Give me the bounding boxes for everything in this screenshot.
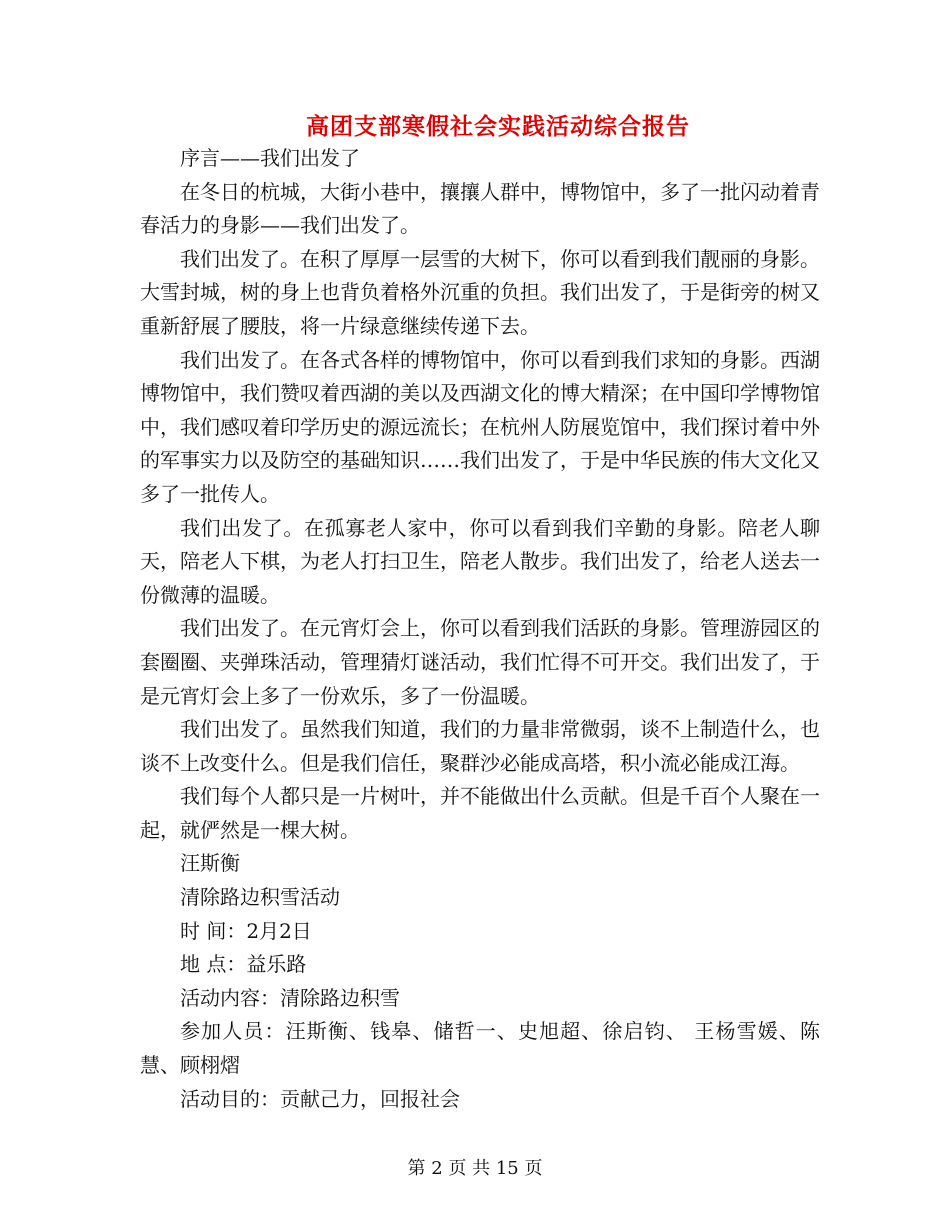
activity-participants: 参加人员：汪斯衡、钱皋、储哲一、史旭超、徐启钧、 王杨雪媛、陈慧、顾栩熠 (140, 1019, 820, 1078)
activity-purpose: 活动目的：贡献己力，回报社会 (180, 1086, 460, 1111)
paragraph-museums: 我们出发了。在各式各样的博物馆中，你可以看到我们求知的身影。西湖博物馆中，我们赞叹着西湖的美以及西湖文化的博大精深；在中国印学博物馆中，我们感叹着印学历史的源远流长；在杭州人防展览馆中，我们探讨着中外的军事实力以及防空的基础知识……我们出发了，于是中华民族的伟大文化又多了一批传人。 (140, 347, 820, 506)
activity-title: 清除路边积雪活动 (180, 885, 340, 910)
paragraph-lantern-festival: 我们出发了。在元宵灯会上，你可以看到我们活跃的身影。管理游园区的套圈圈、夹弹珠活动，管理猜灯谜活动，我们忙得不可开交。我们出发了，于是元宵灯会上多了一份欢乐，多了一份温暖。 (140, 616, 820, 708)
activity-content: 活动内容：清除路边积雪 (180, 985, 400, 1010)
paragraph-elderly: 我们出发了。在孤寡老人家中，你可以看到我们辛勤的身影。陪老人聊天，陪老人下棋，为老人打扫卫生，陪老人散步。我们出发了，给老人送去一份微薄的温暖。 (140, 515, 820, 607)
report-title: 高团支部寒假社会实践活动综合报告 (306, 114, 690, 140)
author-name: 汪斯衡 (180, 851, 240, 876)
activity-time: 时 间：2月2日 (180, 918, 312, 943)
preface-heading: 序言——我们出发了 (180, 146, 360, 170)
page-footer: 第 2 页 共 15 页 (407, 1158, 543, 1179)
paragraph-leaves: 我们每个人都只是一片树叶，并不能做出什么贡献。但是千百个人聚在一起，就俨然是一棵大树。 (140, 784, 820, 842)
paragraph-snow-trees: 我们出发了。在积了厚厚一层雪的大树下，你可以看到我们靓丽的身影。大雪封城，树的身上也背负着格外沉重的负担。我们出发了，于是街旁的树又重新舒展了腰肢，将一片绿意继续传递下去。 (140, 246, 820, 338)
paragraph-strength: 我们出发了。虽然我们知道，我们的力量非常微弱，谈不上制造什么，也谈不上改变什么。但是我们信任，聚群沙必能成高塔，积小流必能成江海。 (140, 717, 820, 775)
paragraph-intro: 在冬日的杭城，大街小巷中，攘攘人群中，博物馆中，多了一批闪动着青春活力的身影——我们出发了。 (140, 179, 820, 238)
report-body (140, 142, 820, 1116)
activity-location: 地 点：益乐路 (180, 952, 307, 977)
